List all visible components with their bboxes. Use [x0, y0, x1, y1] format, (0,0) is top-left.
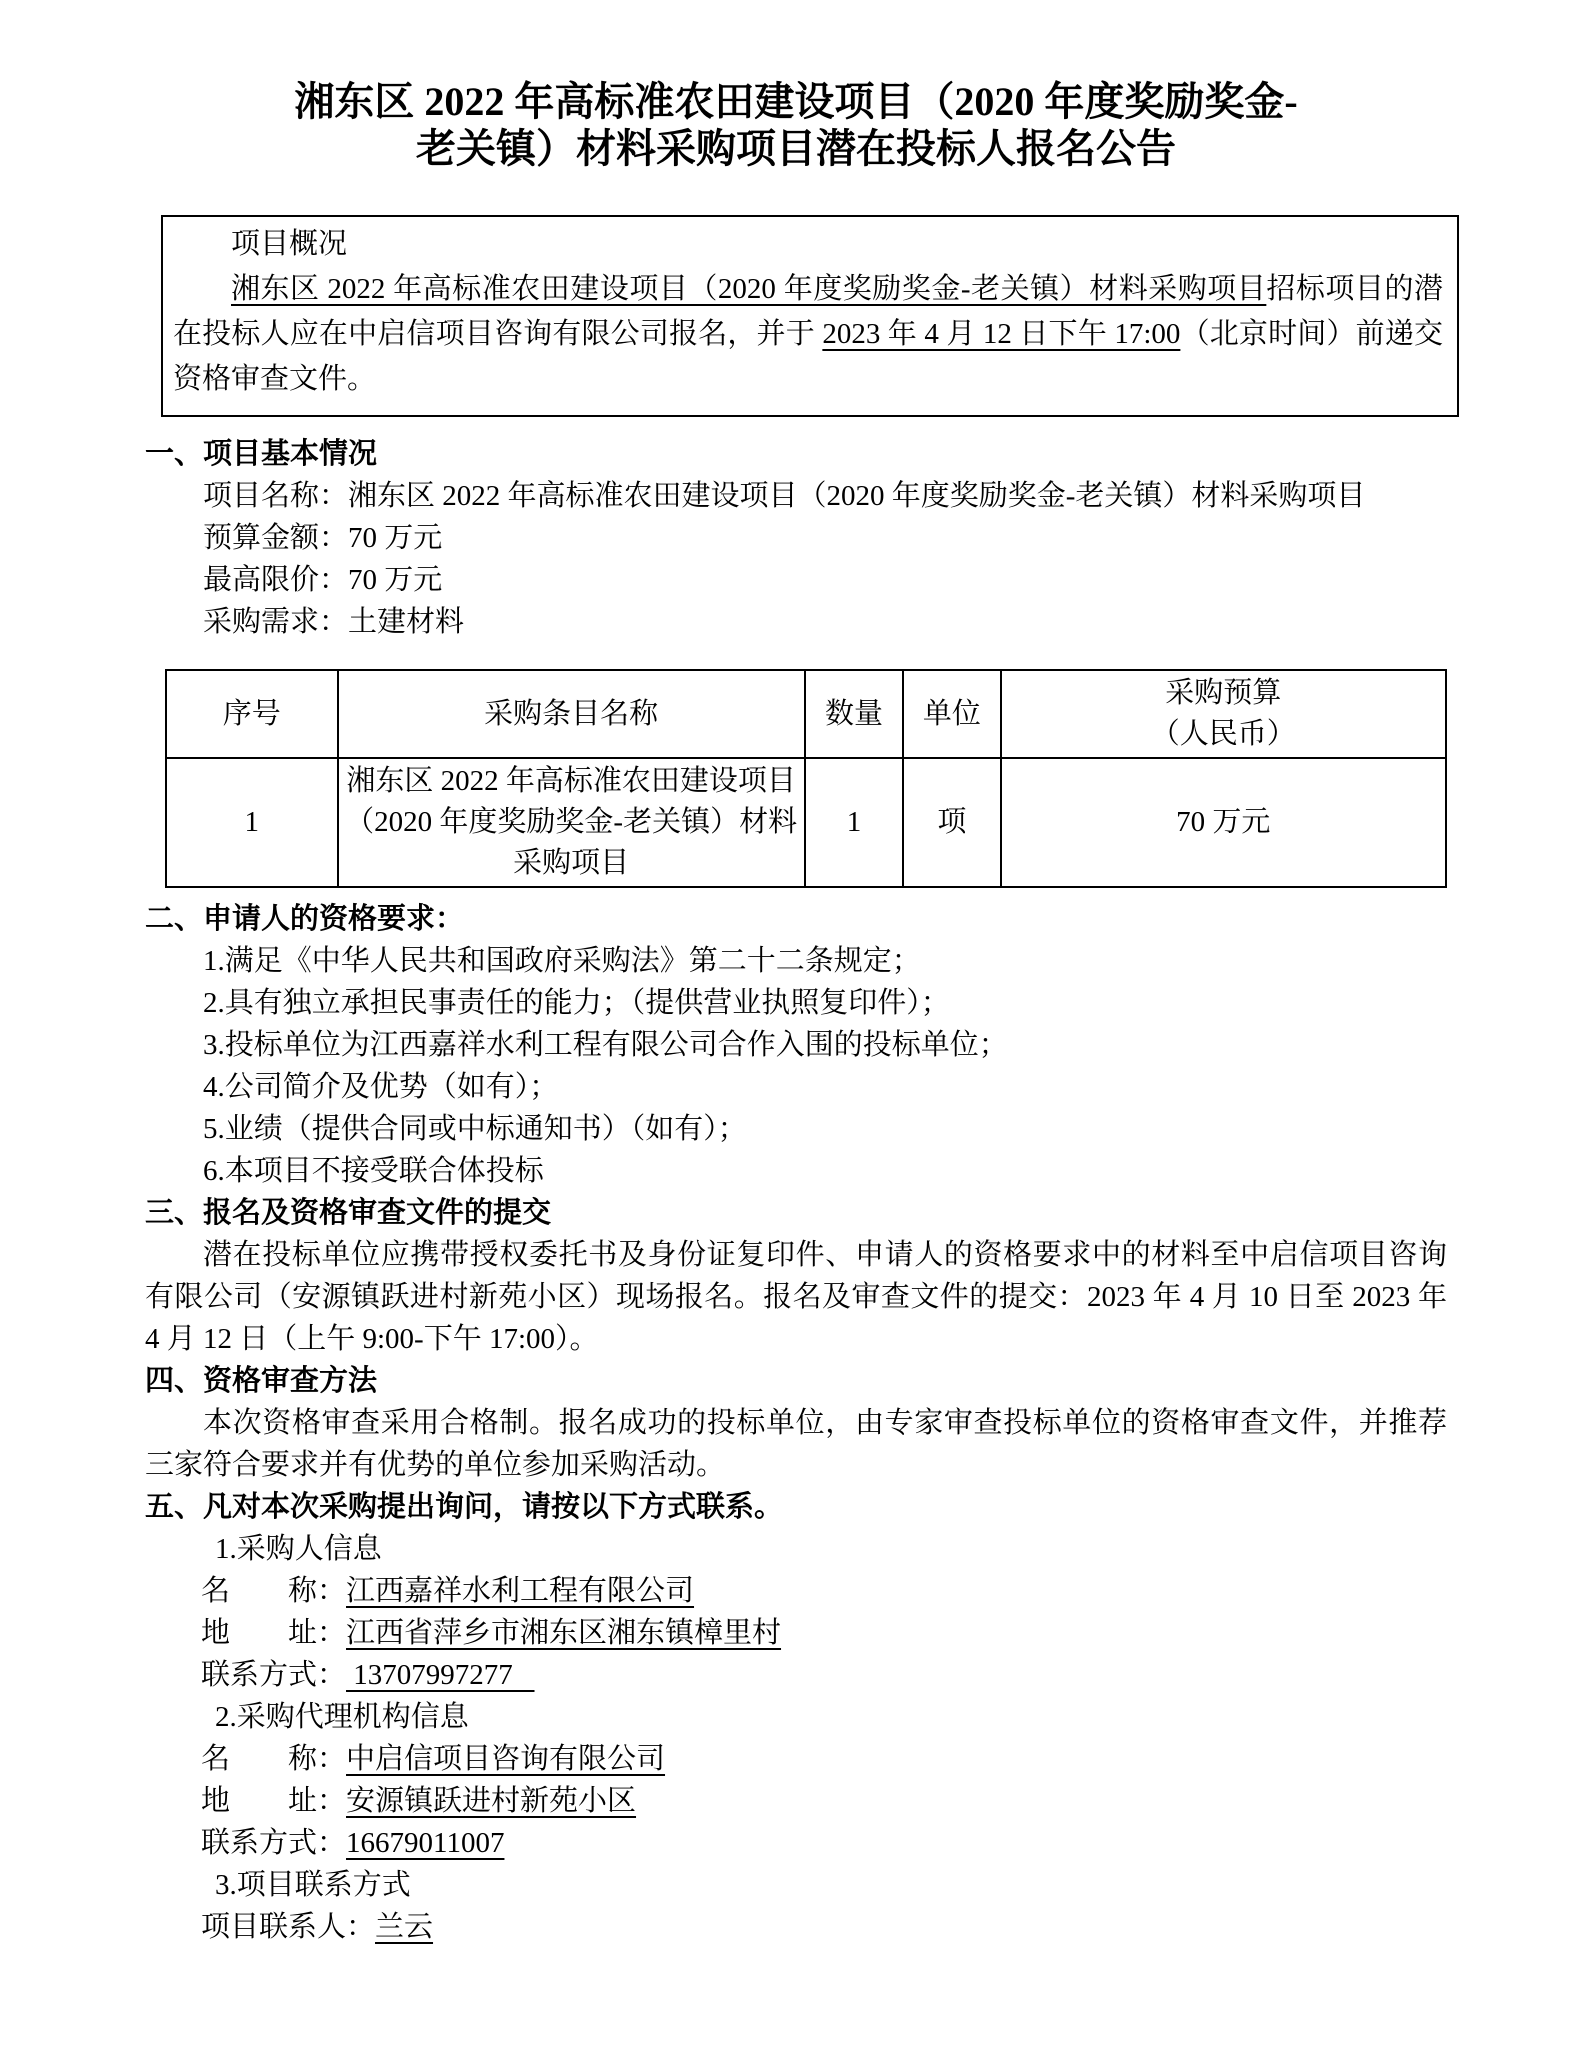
- title-line-1: 湘东区 2022 年高标准农田建设项目（2020 年度奖励奖金-: [294, 79, 1298, 124]
- purchaser-name-line: [145, 1570, 1447, 1612]
- col-header-budget-line2: （人民币）: [1150, 718, 1296, 750]
- agency-address-value: 安源镇跃进村新苑小区: [346, 1785, 637, 1817]
- budget-amount-line: 预算金额：70 万元: [203, 522, 443, 554]
- agency-address-line: [145, 1780, 1447, 1822]
- section-4-heading: 四、资格审查方法: [145, 1365, 378, 1397]
- project-overview-box: [161, 215, 1459, 417]
- purchaser-address-label: 地 址：: [201, 1617, 347, 1649]
- purchaser-phone-label: 联系方式：: [201, 1659, 347, 1691]
- cell-budget: 70 万元: [1001, 758, 1446, 887]
- col-header-budget: [1001, 670, 1446, 758]
- agency-name-line: [145, 1738, 1447, 1780]
- overview-label: 项目概况: [231, 228, 348, 260]
- section-5-heading: 五、凡对本次采购提出询问，请按以下方式联系。: [145, 1491, 784, 1523]
- agency-name-label: 名 称：: [201, 1743, 347, 1775]
- project-contact-value: 兰云: [375, 1911, 434, 1943]
- project-contact-line: [145, 1906, 1447, 1948]
- col-header-unit: 单位: [903, 670, 1000, 758]
- table-header-row: [166, 670, 1446, 758]
- section-3-paragraph: 潜在投标单位应携带授权委托书及身份证复印件、申请人的资格要求中的材料至中启信项目咨询有限公司（安源镇跃进村新苑小区）现场报名。报名及审查文件的提交：2023 年 4 月 10 日至 2023 年 4 月 12 日（上午 9:00-下午 17:00）。: [145, 1239, 1447, 1355]
- overview-project-name: 湘东区 2022 年高标准农田建设项目（2020 年度奖励奖金-老关镇）材料采购项目: [231, 273, 1267, 305]
- purchaser-address-value: 江西省萍乡市湘东区湘东镇樟里村: [346, 1617, 782, 1649]
- col-header-no: 序号: [166, 670, 338, 758]
- purchaser-phone-line: [145, 1654, 1447, 1696]
- procurement-demand-line: 采购需求：土建材料: [203, 606, 465, 638]
- col-header-budget-line1: 采购预算: [1165, 677, 1282, 709]
- agency-phone-line: [145, 1822, 1447, 1864]
- requirement-item-4: 4.公司简介及优势（如有）；: [203, 1071, 559, 1103]
- requirement-item-5: 5.业绩（提供合同或中标通知书）（如有）；: [203, 1113, 747, 1145]
- project-contact-subheading: 3.项目联系方式: [215, 1869, 411, 1901]
- table-row: [166, 758, 1446, 887]
- purchaser-address-line: [145, 1612, 1447, 1654]
- agency-phone-label: 联系方式：: [201, 1827, 347, 1859]
- agency-name-value: 中启信项目咨询有限公司: [346, 1743, 666, 1775]
- col-header-name: 采购条目名称: [338, 670, 805, 758]
- title-line-2: 老关镇）材料采购项目潜在投标人报名公告: [416, 126, 1176, 171]
- procurement-items-table: [165, 669, 1447, 888]
- requirement-item-6: 6.本项目不接受联合体投标: [203, 1155, 544, 1187]
- section-2-heading: 二、申请人的资格要求：: [145, 903, 465, 935]
- overview-tail-text: （北京时间）前递交资格审查文件。: [173, 318, 1443, 395]
- document-title: [145, 78, 1447, 172]
- project-contact-label: 项目联系人：: [201, 1911, 376, 1943]
- purchaser-info-subheading: 1.采购人信息: [215, 1533, 382, 1565]
- max-price-line: 最高限价：70 万元: [203, 564, 443, 596]
- section-1-heading: 一、项目基本情况: [145, 438, 378, 470]
- purchaser-name-value: 江西嘉祥水利工程有限公司: [346, 1575, 695, 1607]
- section-3-heading: 三、报名及资格审查文件的提交: [145, 1197, 552, 1229]
- agency-phone-value: 16679011007: [346, 1827, 505, 1859]
- overview-paragraph: [173, 267, 1443, 402]
- requirement-item-1: 1.满足《中华人民共和国政府采购法》第二十二条规定；: [203, 945, 921, 977]
- col-header-qty: 数量: [805, 670, 904, 758]
- cell-no: 1: [166, 758, 338, 887]
- cell-unit: 项: [903, 758, 1000, 887]
- cell-item-name: 湘东区 2022 年高标准农田建设项目（2020 年度奖励奖金-老关镇）材料采购项目: [338, 758, 805, 887]
- agency-address-label: 地 址：: [201, 1785, 347, 1817]
- requirement-item-2: 2.具有独立承担民事责任的能力；（提供营业执照复印件）；: [203, 987, 950, 1019]
- overview-deadline: 2023 年 4 月 12 日下午 17:00: [822, 318, 1181, 350]
- overview-middle-text: 招标项目的潜在投标人应在中启信项目咨询有限公司报名，并于: [173, 273, 1443, 350]
- purchaser-phone-value: 13707997277: [346, 1659, 535, 1691]
- section-4-paragraph: 本次资格审查采用合格制。报名成功的投标单位，由专家审查投标单位的资格审查文件，并推荐三家符合要求并有优势的单位参加采购活动。: [145, 1407, 1447, 1481]
- cell-qty: 1: [805, 758, 904, 887]
- requirement-item-3: 3.投标单位为江西嘉祥水利工程有限公司合作入围的投标单位；: [203, 1029, 1008, 1061]
- project-name-paragraph: 项目名称：湘东区 2022 年高标准农田建设项目（2020 年度奖励奖金-老关镇）材料采购项目: [203, 480, 1366, 512]
- purchaser-name-label: 名 称：: [201, 1575, 347, 1607]
- agency-info-subheading: 2.采购代理机构信息: [215, 1701, 469, 1733]
